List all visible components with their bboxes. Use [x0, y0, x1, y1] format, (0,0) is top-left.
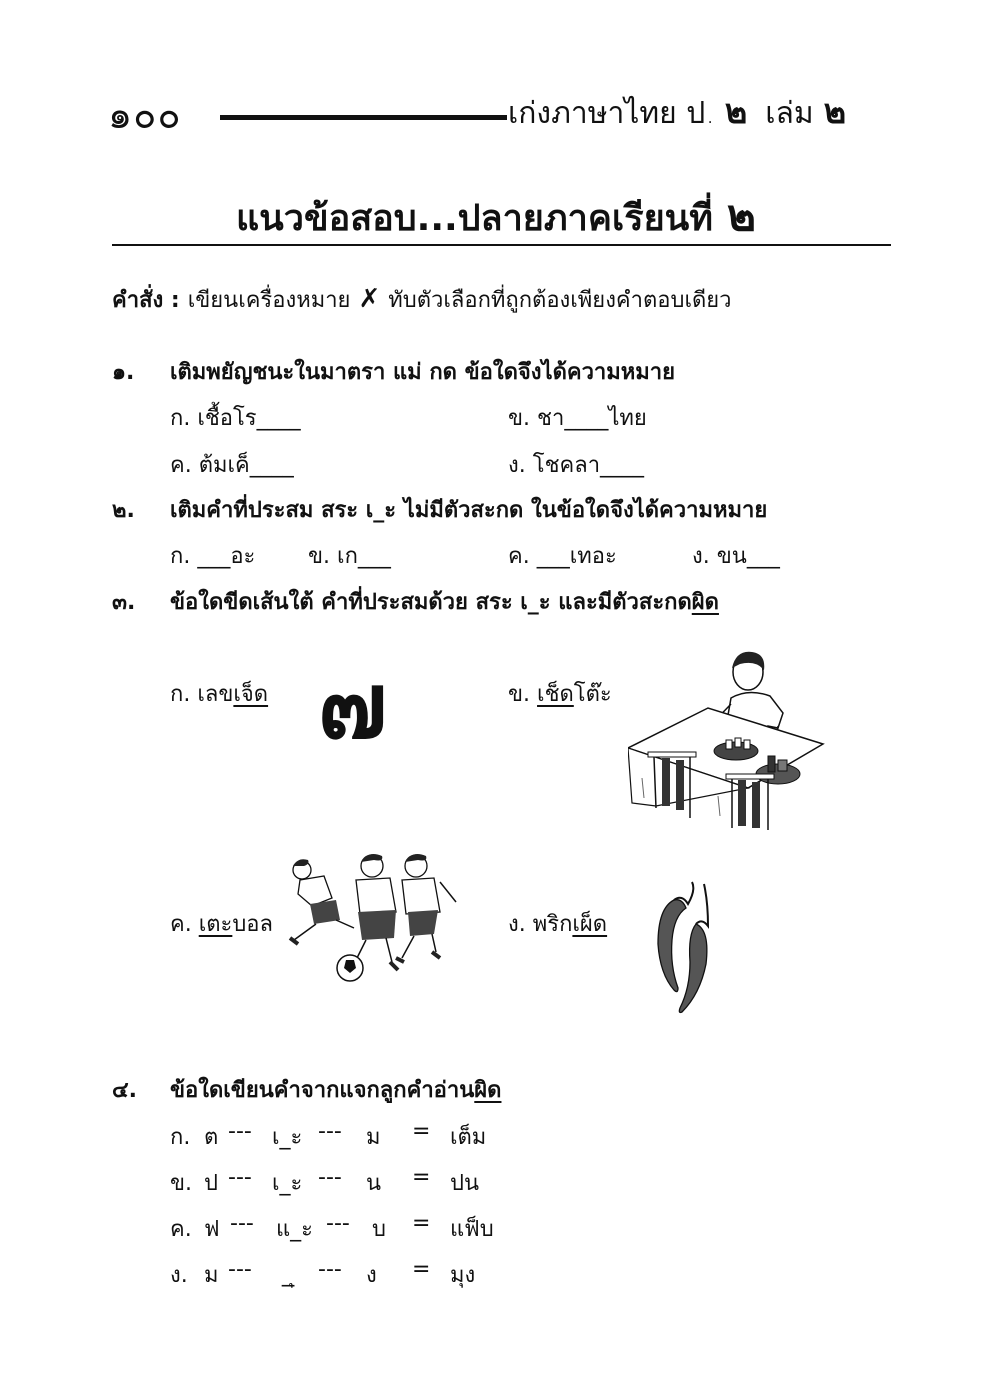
question-2-option-a[interactable]: [170, 538, 255, 573]
option-label: ข.: [308, 544, 331, 569]
option-label: ค.: [170, 1217, 192, 1242]
spelling-separator: ---: [228, 1119, 252, 1144]
option-label: ข.: [170, 1171, 193, 1196]
question-4-text-before: ข้อใดเขียนคำจากแจกลูกคำอ่าน: [170, 1078, 475, 1103]
question-4-option-d[interactable]: [170, 1257, 188, 1292]
spelling-result: เต็ม: [450, 1125, 487, 1150]
question-4-option-a[interactable]: [170, 1119, 190, 1154]
equals-sign: =: [412, 1165, 431, 1190]
option-text: เก___: [337, 544, 391, 569]
option-text: เชื้อโร____: [197, 406, 301, 431]
option-text: ___อะ: [197, 544, 256, 569]
spelling-initial: ม: [204, 1263, 219, 1288]
option-label: ค.: [170, 453, 192, 478]
question-2-option-d[interactable]: [692, 538, 780, 573]
page-number: ๑๐๐: [108, 93, 182, 137]
exam-title: [0, 180, 992, 250]
question-2-number: ๒.: [112, 498, 135, 523]
question-4-text: [170, 1072, 501, 1107]
option-text-underlined: เช็ด: [537, 682, 574, 707]
volume-label: เล่ม: [765, 96, 814, 131]
question-4-option-b[interactable]: [170, 1165, 192, 1200]
question-1-option-c[interactable]: [170, 447, 294, 482]
spelling-separator: ---: [326, 1211, 350, 1236]
question-3-option-c[interactable]: [170, 906, 273, 941]
spelling-initial: ต: [204, 1125, 219, 1150]
spelling-vowel: เ_ะ: [272, 1125, 303, 1150]
option-label: ค.: [508, 544, 530, 569]
question-3-option-d[interactable]: [508, 906, 607, 941]
spelling-initial: ฟ: [204, 1217, 220, 1242]
question-1-option-d[interactable]: [508, 447, 644, 482]
instruction-label: คำสั่ง :: [112, 288, 180, 313]
option-label: ก.: [170, 682, 191, 707]
spelling-separator: ---: [228, 1165, 252, 1190]
option-text-plain: โต๊ะ: [573, 682, 612, 707]
question-1-option-b[interactable]: [508, 400, 647, 435]
spelling-vowel: แ_ะ: [276, 1217, 313, 1242]
question-4-text-underlined: ผิด: [474, 1078, 502, 1103]
option-label: ข.: [508, 406, 531, 431]
x-mark-icon: ✗: [358, 284, 381, 314]
question-4-number: ๔.: [112, 1078, 138, 1103]
boys-playing-football-picture: [284, 848, 474, 988]
spelling-separator: ---: [228, 1257, 252, 1282]
option-text: ___เทอะ: [536, 544, 617, 569]
instruction-text-before: เขียนเครื่องหมาย: [187, 288, 351, 313]
spelling-separator: ---: [230, 1211, 254, 1236]
spelling-final: น: [366, 1171, 382, 1196]
option-label: ก.: [170, 1125, 191, 1150]
question-4-option-c[interactable]: [170, 1211, 192, 1246]
question-1-text: เติมพยัญชนะในมาตรา แม่ กด ข้อใดจึงได้ความหมาย: [170, 360, 676, 385]
question-3-text-underlined: ผิด: [691, 590, 719, 615]
equals-sign: =: [412, 1211, 431, 1236]
spelling-vowel: เ_ะ: [272, 1171, 303, 1196]
equals-sign: =: [412, 1257, 431, 1282]
question-3-text-before: ข้อใดขีดเส้นใต้ คำที่ประสมด้วย สระ เ_ะ และมีตัวสะกด: [170, 590, 692, 615]
option-text: ขน___: [716, 544, 780, 569]
option-label: ค.: [170, 912, 192, 937]
title-rule: [112, 244, 891, 246]
red-chilies-picture: [652, 878, 722, 1014]
equals-sign: =: [412, 1119, 431, 1144]
spelling-vowel: _ุ: [282, 1263, 295, 1288]
option-label: ง.: [508, 453, 526, 478]
exam-title-text: แนวข้อสอบ...ปลายภาคเรียนที่: [235, 198, 714, 239]
boy-wiping-table-picture: [628, 648, 828, 833]
option-label: ง.: [508, 912, 526, 937]
option-text: ต้มเค็____: [198, 453, 294, 478]
book-title: [508, 84, 846, 138]
option-text: โชคลา____: [532, 453, 645, 478]
spelling-separator: ---: [318, 1165, 342, 1190]
spelling-result: มุง: [450, 1263, 476, 1288]
question-2-option-c[interactable]: [508, 538, 617, 573]
option-text-plain: เลข: [197, 682, 234, 707]
question-3-text: [170, 584, 719, 619]
option-text-plain: บอล: [232, 912, 274, 937]
option-text-underlined: เผ็ด: [572, 912, 608, 937]
thai-numeral-seven-picture: ๗: [318, 652, 388, 759]
spelling-separator: ---: [318, 1119, 342, 1144]
question-3-option-a[interactable]: [170, 676, 268, 711]
term-number: ๒: [727, 190, 757, 241]
volume-number: ๒: [823, 92, 847, 132]
spelling-result: ปน: [450, 1171, 480, 1196]
option-label: ง.: [170, 1263, 188, 1288]
instruction: [112, 282, 732, 317]
question-1-number: ๑.: [112, 360, 135, 385]
question-2-text: เติมคำที่ประสม สระ เ_ะ ไม่มีตัวสะกด ในข้อใดจึงได้ความหมาย: [170, 498, 768, 523]
question-3-option-b[interactable]: [508, 676, 612, 711]
question-2-option-b[interactable]: [308, 538, 391, 573]
spelling-initial: ป: [204, 1171, 218, 1196]
option-label: ง.: [692, 544, 710, 569]
header-rule: [220, 115, 507, 120]
spelling-final: ง: [366, 1263, 377, 1288]
spelling-final: ม: [366, 1125, 381, 1150]
option-label: ก.: [170, 406, 191, 431]
option-text-plain: พริก: [532, 912, 573, 937]
spelling-separator: ---: [318, 1257, 342, 1282]
option-text: ชา____ไทย: [537, 406, 647, 431]
grade-number: ๒: [724, 92, 748, 132]
option-label: ข.: [508, 682, 531, 707]
book-title-text: เก่งภาษาไทย ป.: [508, 96, 715, 131]
question-3-number: ๓.: [112, 590, 136, 615]
instruction-text-after: ทับตัวเลือกที่ถูกต้องเพียงคำตอบเดียว: [388, 288, 732, 313]
spelling-final: บ: [372, 1217, 386, 1242]
question-1-option-a[interactable]: [170, 400, 301, 435]
spelling-result: แฟ็บ: [450, 1217, 494, 1242]
option-text-underlined: เจ็ด: [233, 682, 269, 707]
option-text-underlined: เตะ: [198, 912, 233, 937]
option-label: ก.: [170, 544, 191, 569]
